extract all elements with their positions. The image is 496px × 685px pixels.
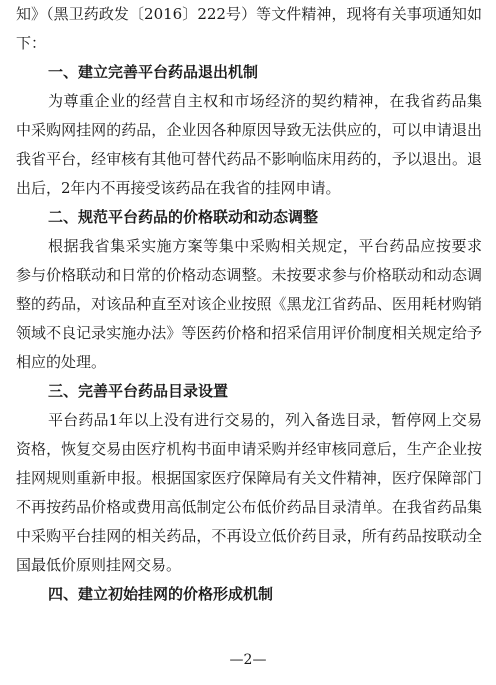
section-2-heading: 二、规范平台药品的价格联动和动态调整: [48, 208, 319, 226]
intro-paragraph: 知》（黑卫药政发〔2016〕222号）等文件精神，现将有关事项通知如下：: [16, 5, 482, 52]
section-1-heading: 一、建立完善平台药品退出机制: [48, 63, 259, 81]
section-2-body: 根据我省集采实施方案等集中采购相关规定，平台药品应按要求参与价格联动和日常的价格动态调整。未按要求参与价格联动和动态调整的药品，对该品种直至对该企业按照《黑龙江省药品、医用耗材购销领域不良记录实施办法》等医药价格和招采信用评价制度相关规定给予相应的处理。: [16, 237, 482, 371]
page-number: —2—: [229, 652, 267, 668]
document-page: [16, 0, 482, 609]
section-4-heading: 四、建立初始挂网的价格形成机制: [48, 585, 274, 603]
section-3-body: 平台药品1年以上没有进行交易的，列入备选目录，暂停网上交易资格，恢复交易由医疗机构书面申请采购并经审核同意后，生产企业按挂网规则重新申报。根据国家医疗保障局有关文件精神，医疗保障部门不再按药品价格或费用高低制定公布低价药品目录清单。在我省药品集中采购平台挂网的相关药品，不再设立低价药目录，所有药品按联动全国最低价原则挂网交易。: [16, 411, 482, 574]
section-1-body: 为尊重企业的经营自主权和市场经济的契约精神，在我省药品集中采购网挂网的药品，企业因各种原因导致无法供应的，可以申请退出我省平台，经审核有其他可替代药品不影响临床用药的，予以退出。退出后，2年内不再接受该药品在我省的挂网申请。: [16, 92, 482, 197]
section-3-heading: 三、完善平台药品目录设置: [48, 382, 229, 400]
